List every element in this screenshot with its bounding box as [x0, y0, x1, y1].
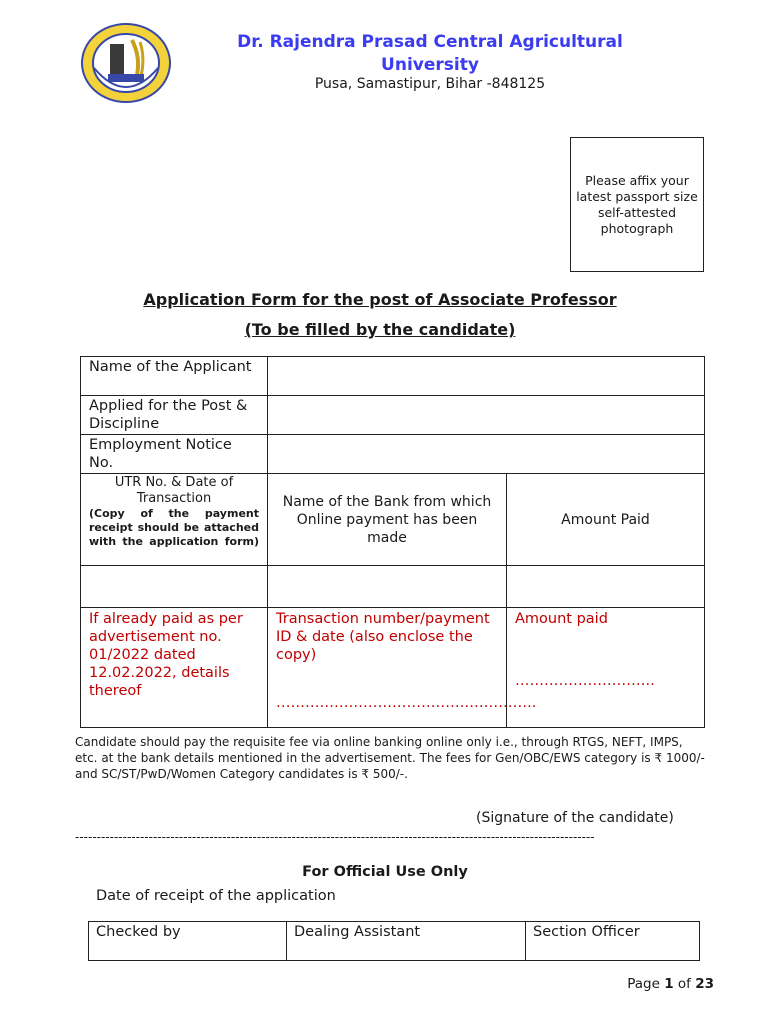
utr-label: UTR No. & Date of Transaction	[114, 475, 234, 506]
name-label: Name of the Applicant	[81, 357, 268, 396]
signature-label: (Signature of the candidate)	[476, 810, 674, 826]
page-current: 1	[664, 976, 674, 992]
section-officer-cell[interactable]: Section Officer	[526, 922, 700, 961]
checked-by-cell[interactable]: Checked by	[89, 922, 287, 961]
form-title: Application Form for the post of Associate Professor	[143, 290, 617, 309]
notice-label: Employment Notice No.	[81, 435, 268, 474]
photo-box-instruction: Please affix your latest passport size self-attested photograph	[576, 172, 698, 236]
dealing-assistant-cell[interactable]: Dealing Assistant	[287, 922, 526, 961]
amount-paid-dots: ………………………..	[515, 673, 655, 689]
bank-field[interactable]	[268, 566, 507, 608]
post-label: Applied for the Post & Discipline	[81, 396, 268, 435]
amount-header: Amount Paid	[507, 474, 705, 566]
official-table	[88, 921, 700, 961]
page-of: of	[677, 976, 691, 992]
university-address: Pusa, Samastipur, Bihar -848125	[314, 76, 546, 92]
transaction-cell[interactable]	[268, 608, 537, 728]
name-field[interactable]	[268, 357, 705, 396]
university-name-line1: Dr. Rajendra Prasad Central Agricultural	[237, 32, 623, 52]
utr-note: (Copy of the payment receipt should be attached with the application form)	[89, 507, 259, 548]
fee-note: Candidate should pay the requisite fee via online banking online only i.e., through RTGS, NEFT, IMPS, etc. at the bank details mentioned in the advertisement. The fees for Gen/OBC/EWS category is ₹ 1000/- and SC/ST/PwD/Women Category candidates is ₹ 500/-.	[75, 735, 705, 781]
amount-paid-label: Amount paid	[515, 611, 608, 627]
page-prefix: Page	[627, 976, 660, 992]
transaction-label: Transaction number/payment ID & date (also enclose the copy)	[276, 611, 490, 663]
application-table	[80, 356, 705, 728]
official-use-heading: For Official Use Only	[302, 864, 468, 880]
post-field[interactable]	[268, 396, 705, 435]
photo-box[interactable]	[570, 137, 704, 272]
amount-field[interactable]	[507, 566, 705, 608]
receipt-date-label: Date of receipt of the application	[96, 888, 336, 904]
transaction-dots: ………………………………….…………..	[276, 695, 537, 711]
amount-paid-cell[interactable]	[507, 608, 705, 728]
already-paid-label: If already paid as per advertisement no. 01/2022 dated 12.02.2022, details thereof	[81, 608, 268, 728]
bank-header: Name of the Bank from which Online payment has been made	[268, 474, 507, 566]
university-emblem-icon	[80, 22, 172, 104]
notice-field[interactable]	[268, 435, 705, 474]
page-number	[627, 976, 714, 992]
form-subtitle: (To be filled by the candidate)	[244, 320, 516, 339]
page-total: 23	[695, 976, 714, 992]
university-name-line2: University	[381, 55, 479, 75]
separator-line: ------------------------------------------------------------------------------------------------------------------------	[75, 830, 595, 844]
utr-field[interactable]	[81, 566, 268, 608]
utr-header	[81, 474, 268, 566]
